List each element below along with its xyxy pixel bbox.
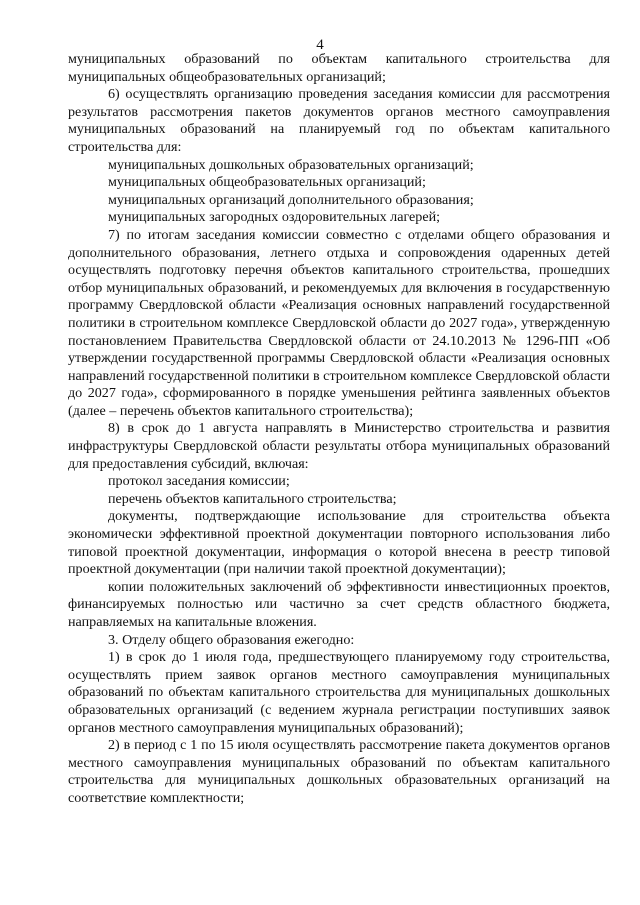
paragraph-section-3-item-1: 1) в срок до 1 июля года, предшествующего планируемому году строительства, осуществлять прием заявок органов местного самоуправления муниципальных образований по объектам капитального строительства для муниципальных дошкольных образовательных организаций (с ведением журнала регистрации поступивших заявок органов местного самоуправления муниципальных образований);: [68, 649, 610, 736]
paragraph-documents: документы, подтверждающие использование для строительства объекта экономически эффективной проектной документации повторного использования либо типовой проектной документации, информация о которой внесена в реестр типовой проектной документации (при наличии такой проектной документации);: [68, 508, 610, 578]
paragraph-list-preschool: муниципальных дошкольных образовательных организаций;: [108, 156, 474, 173]
paragraph-item-6: 6) осуществлять организацию проведения заседания комиссии для рассмотрения результатов рассмотрения пакетов документов органов местного самоуправления муниципальных образований на планируемый год по объектам капитального строительства для:: [68, 86, 610, 155]
paragraph-item-8: 8) в срок до 1 августа направлять в Министерство строительства и развития инфраструктуры Свердловской области результаты отбора муниципальных образований для предоставления субсидий, включая:: [68, 420, 610, 472]
paragraph-list-general: муниципальных общеобразовательных организаций;: [108, 174, 426, 191]
paragraph-copies: копии положительных заключений об эффективности инвестиционных проектов, финансируемых полностью или частично за счет средств областного бюджета, направляемых на капитальные вложения.: [68, 578, 610, 630]
paragraph-object-list: перечень объектов капитального строительства;: [108, 490, 397, 507]
paragraph-list-additional: муниципальных организаций дополнительного образования;: [108, 191, 474, 208]
paragraph-protocol: протокол заседания комиссии;: [108, 473, 290, 490]
paragraph-item-7: 7) по итогам заседания комиссии совместно с отделами общего образования и дополнительного образования, летнего отдыха и сопровождения одаренных детей осуществлять подготовку перечня объектов капитального строительства, прошедших отбор муниципальных образований, и рекомендуемых для включения в государственную программу Свердловской области «Реализация основных направлений государственной политики в строительном комплексе Свердловской области до 2027 года», утвержденную постановлением Правительства Свердловской области от 24.10.2013 № 1296-ПП «Об утверждении государственной программы Свердловской области «Реализация основных направлений государственной политики в строительном комплексе Свердловской области до 2027 года», сформированного в порядке уменьшения рейтинга заявленных объектов (далее – перечень объектов капитального строительства);: [68, 226, 610, 419]
paragraph-continuation: муниципальных образований по объектам капитального строительства для муниципальных общеобразовательных организаций;: [68, 51, 610, 85]
page-number: 4: [316, 37, 324, 53]
paragraph-section-3-item-2: 2) в период с 1 по 15 июля осуществлять рассмотрение пакета документов органов местного самоуправления муниципальных образований по объектам капитального строительства для муниципальных дошкольных образовательных организаций на соответствие комплектности;: [68, 737, 610, 806]
paragraph-section-3: 3. Отделу общего образования ежегодно:: [108, 631, 355, 648]
document-body: [68, 51, 610, 808]
paragraph-list-camps: муниципальных загородных оздоровительных лагерей;: [108, 209, 441, 226]
